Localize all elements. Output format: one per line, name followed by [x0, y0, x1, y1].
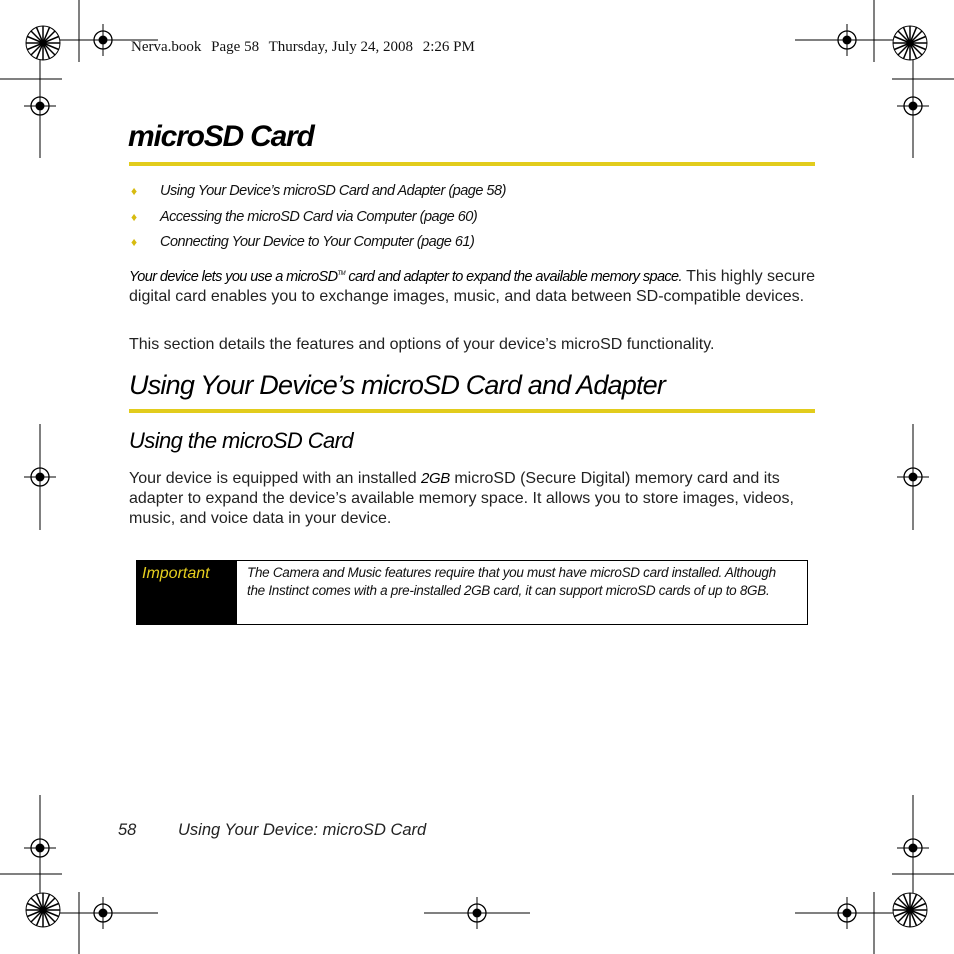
toc-item[interactable]: [131, 183, 506, 209]
footer-section: Using Your Device: microSD Card: [178, 821, 427, 839]
title-rule: [129, 162, 815, 166]
page-footer: [118, 821, 426, 840]
note-text: The Camera and Music features require that you must have microSD card installed. Although the Instinct comes with a pre-installed 2GB card, it can support microSD cards of up to 8GB.: [247, 565, 776, 598]
diamond-bullet-icon: ♦: [131, 235, 137, 249]
section-rule: [129, 409, 815, 413]
toc-item-label: Connecting Your Device to Your Computer (page 61): [160, 234, 475, 250]
section-paragraph: This section details the features and options of your device’s microSD functionality.: [129, 336, 715, 353]
diamond-bullet-icon: ♦: [131, 209, 137, 224]
intro-rest: This highly secure digital card enables you to exchange images, music, and data between SD-compatible devices.: [129, 267, 816, 305]
slug-page: Page 58: [211, 39, 260, 55]
intro-paragraph: [129, 264, 819, 307]
capacity-value: 2GB: [421, 470, 450, 487]
toc-item-label: Accessing the microSD Card via Computer (page 60): [160, 208, 478, 225]
note-label: Important: [137, 561, 237, 624]
section-heading: Using Your Device’s microSD Card and Adapter: [129, 370, 666, 400]
sub-heading: Using the microSD Card: [129, 428, 353, 453]
print-slug: [131, 39, 481, 56]
toc-item[interactable]: [131, 234, 506, 260]
important-note: [136, 560, 808, 625]
slug-file: Nerva.book: [131, 39, 202, 55]
toc-item[interactable]: [131, 209, 506, 235]
body-paragraph: Your device is equipped with an installed 2GB microSD (Secure Digital) memory card and its adapter to expand the device’s available memory space. It allows you to store images, videos, music, and voice data in your device.: [129, 470, 794, 527]
section-toc: [131, 183, 506, 260]
slug-time: 2:26 PM: [422, 39, 475, 55]
diamond-bullet-icon: ♦: [131, 184, 137, 198]
page-number: 58: [118, 821, 137, 839]
intro-lead: Your device lets you use a microSD™ card and adapter to expand the available memory space.: [129, 268, 682, 285]
slug-date: Thursday, July 24, 2008: [268, 39, 413, 55]
trademark-mark: TM: [337, 271, 345, 277]
toc-item-label: Using Your Device’s microSD Card and Adapter (page 58): [160, 183, 506, 199]
page-title: microSD Card: [128, 120, 314, 153]
